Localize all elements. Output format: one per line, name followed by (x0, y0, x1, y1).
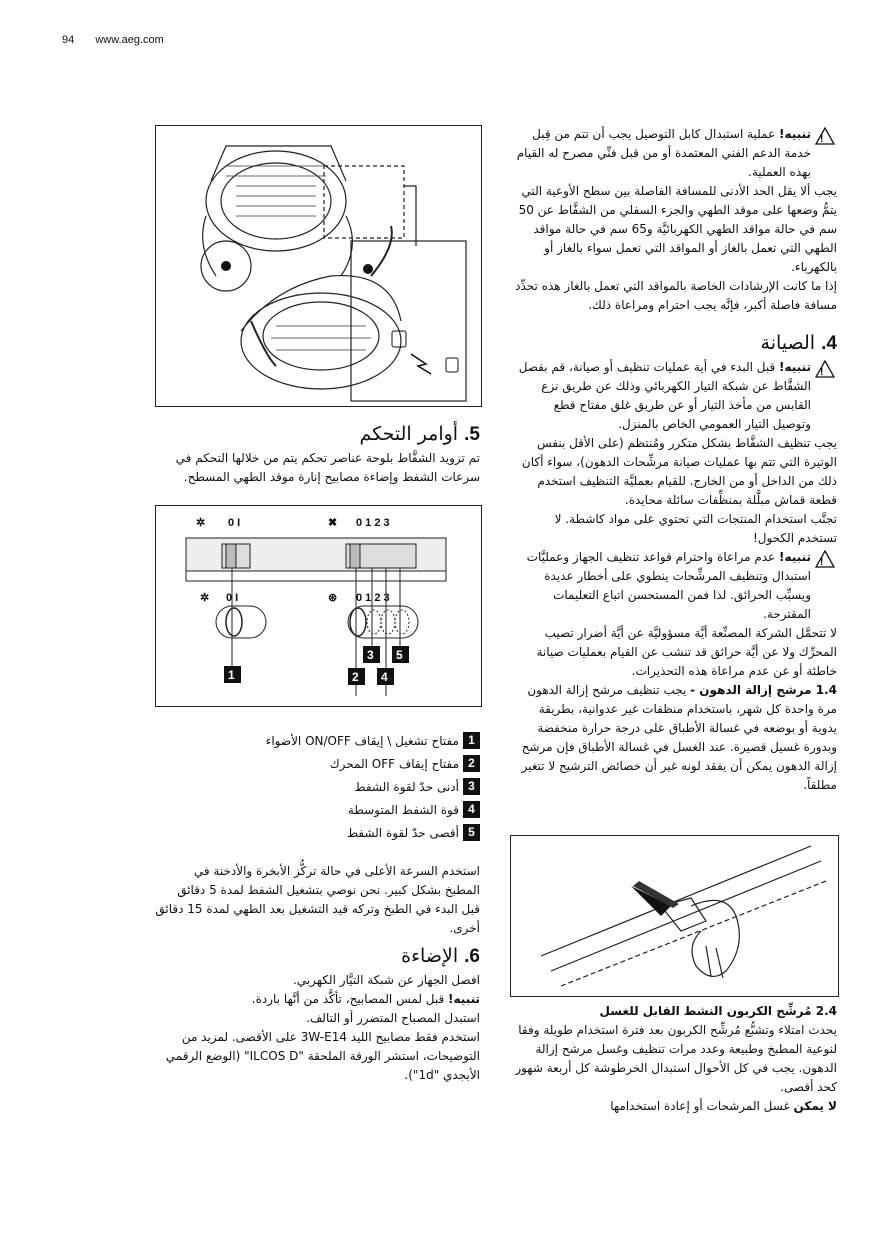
legend-text: أقصى حدّ لقوة الشفط (346, 825, 459, 840)
legend-item (230, 729, 480, 752)
legend-number: 1 (463, 732, 480, 749)
website: www.aeg.com (95, 34, 164, 46)
lamp-warning (155, 990, 480, 1009)
svg-text:!: ! (819, 367, 824, 378)
cable-warning (512, 125, 837, 182)
warning-text: عملية استبدال كابل التوصيل يجب أن تتم من قِبل خدمة الدعم الفني المعتمدة أو من قبل فنِّي مصرح له القيام بهذه العملية. (516, 127, 811, 179)
section4-title: الصيانة (760, 332, 822, 354)
filter-drawing (511, 836, 838, 996)
legend-item (230, 775, 480, 798)
legend-number: 2 (463, 755, 480, 772)
warning-text: قبل لمس المصابيح، تأكَّد من أنَّها باردة. (251, 992, 449, 1006)
section5-title: أوامر التحكم (359, 423, 465, 445)
bulb-paragraph: استخدم فقط مصابيح الليد 3W-E14 على الأقصى. لمزيد من التوضيحات، استشر الورقة الملحقة "ILCOS D" (الوضع الرقمي الأبجدي "1d"). (165, 1030, 480, 1082)
section-controls (155, 420, 480, 487)
callout-2: 2 (352, 670, 359, 684)
note-text: غسل المرشحات أو إعادة استخدامها (610, 1099, 794, 1113)
section6-title: الإضاءة (401, 945, 465, 967)
callout-1: 1 (228, 668, 235, 682)
legend-number: 4 (463, 801, 480, 818)
motor-lamp-drawing (156, 126, 481, 406)
carbon-filter-text: يحدث امتلاء وتشبُّع مُرشِّح الكربون بعد فترة استخدام طويلة وفقا لنوعية المطبخ وطبيعة وعدد مرات تنظيف وغسل مرشح إزالة الدهون. يجب في كل الأحوال استبدال الخرطوشة كل أربعة شهور كحد أقصى. (515, 1023, 837, 1094)
warning-label: تنبيه! (779, 550, 811, 564)
warning-triangle-icon (815, 550, 835, 568)
carbon-filter-note (512, 1097, 837, 1116)
legend-text: مفتاح تشغيل \ إيقاف ON/OFF الأضواء (265, 733, 459, 748)
callout-3: 3 (367, 648, 374, 662)
clean-paragraph: يجب تنظيف الشفَّاط بشكل متكرر ومُنتظم (على الأقل بنفس الوتيرة التي تتم بها عمليات صيانة مرشِّحات الدهون)، سواء أكان ذلك من الداخل أو من الخارج. للقيام بعمليَّة التنظيف استخدم قطعة قماش مبلَّلة بمنظِّفات سائلة محايدة. (521, 436, 837, 507)
warning-triangle-icon (815, 360, 835, 378)
light-icon-top: ✲ (196, 517, 206, 529)
warning-text: عدم مراعاة واحترام قواعد تنظيف الجهاز وعمليَّات استبدال وتنظيف المرشِّحات ينطوي على أخطار عديدة ويسبِّب الحرائق. لذا فمن المستحسن اتباع التعليمات المقترحة. (526, 550, 811, 621)
legend-item (230, 798, 480, 821)
warning-text: قبل البدء في أية عمليات تنظيف أو صيانة، قم بفصل الشفَّاط عن شبكة التيار الكهربائي وذلك عن طريق نزع القابس من مأخذ التيار أو عن طريق غلق مفتاح قطع وتوصيل التيار العمومي الخاص بالمنزل. (518, 360, 811, 431)
page-number: 94 (62, 34, 75, 46)
light-scale-top: 0 I (228, 517, 241, 529)
svg-text:!: ! (819, 557, 824, 568)
subsection-4-2-title: 2.4 مُرشِّح الكربون النشط القابل للغسل (599, 1004, 837, 1018)
section-lighting (155, 862, 480, 1085)
filter-warning (512, 548, 837, 624)
page-header (62, 34, 182, 46)
section4-number: 4. (821, 333, 837, 354)
unplug-paragraph: افصل الجهاز عن شبكة التيَّار الكهربي. (293, 973, 480, 987)
subsection-4-1-label: 1.4 مرشح إزالة الدهون - (690, 683, 837, 697)
legend-text: مفتاح إيقاف OFF المحرك (329, 756, 459, 771)
speed-paragraph: استخدم السرعة الأعلى في حالة تركُّز الأبخرة والأدخنة في المطبخ بشكل كبير. نحن نوصي بتشغيل الشفط لمدة 5 دقائق قبل البدء في الطبخ وتركه قيد التشغيل بعد الطهي لمدة 15 دقائق أخرى. (155, 864, 480, 935)
warning-label: تنبيه! (779, 127, 811, 141)
fan-scale-top: 0 1 2 3 (356, 517, 390, 529)
gas-paragraph: إذا ما كانت الإرشادات الخاصة بالمواقد التي تعمل بالغاز هذه تحدِّد مسافة فاصلة أكبر، فإنَّه يجب احترام ومراعاة ذلك. (515, 279, 837, 312)
svg-text:!: ! (819, 134, 824, 145)
control-panel-drawing (156, 506, 481, 706)
fan-icon-lower: ⊛ (328, 592, 338, 604)
warning-triangle-icon (815, 127, 835, 145)
section6-heading (155, 942, 480, 971)
light-scale-lower: 0 I (226, 592, 239, 604)
legend-number: 5 (463, 824, 480, 841)
legend-text: قوة الشفط المتوسطة (347, 802, 459, 817)
light-icon-lower: ✲ (200, 592, 210, 604)
figure-motor-lamp (155, 125, 482, 407)
warning-label: تنبيه! (448, 992, 480, 1006)
section5-number: 5. (464, 424, 480, 445)
legend-number: 3 (463, 778, 480, 795)
right-column (512, 125, 837, 795)
section4-heading (512, 329, 837, 358)
callout-5: 5 (396, 648, 403, 662)
section5-text: تم تزويد الشفَّاط بلوحة عناصر تحكم يتم من خلالها التحكم في سرعات الشفط وإضاءة مصابيح إنارة موقد الطهي المسطح. (175, 451, 480, 484)
note-bold: لا يمكن (793, 1099, 837, 1113)
subsection-4-1-text: يجب تنظيف مرشح إزالة الدهون مرة واحدة كل شهر، باستخدام منظفات غير عدوانية، بطريقة يدوية أو بوضعه في غسالة الأطباق على درجة حرارة منخفضة وبدورة غسيل قصيرة. عند الغسل في غسالة الأطباق فإن مرشح إزالة الدهون يمكن أن يفقد لونه غير أن خصائص الترشيح لا تتغير مطلقاً. (521, 683, 837, 792)
distance-paragraph: يجب ألا يقل الحد الأدنى للمسافة الفاصلة بين سطح الأوعية التي يتمُّ وضعها على موقد الطهي والجزء السفلي من الشفَّاط عن 50 سم في حالة مواقد الطهي الكهربائيَّة و65 سم في حالة مواقد الطهي التي تعمل بالغاز أو المواقد التي تعمل سواء بالغاز أو بالكهرباء. (518, 184, 837, 274)
legend-item (230, 821, 480, 844)
figure-filter-removal (510, 835, 839, 997)
warning-label: تنبيه! (779, 360, 811, 374)
liability-paragraph: لا تتحمَّل الشركة المصنِّعة أيَّة مسؤوليَّة عن أيَّة أضرار تصيب المحرِّك ولا عن أيَّة حرائق قد تنشب عن القيام بعمليات صيانة خاطئة أو عن عدم مراعاة هذه التحذيرات. (536, 626, 837, 678)
section6-number: 6. (464, 946, 480, 967)
legend-item (230, 752, 480, 775)
callout-4: 4 (381, 670, 388, 684)
grease-filter-paragraph (512, 681, 837, 795)
maintenance-warning (512, 358, 837, 434)
legend-text: أدنى حدّ لقوة الشفط (354, 779, 459, 794)
replace-paragraph: استبدل المصباح المتضرر أو التالف. (306, 1011, 480, 1025)
section5-heading (155, 420, 480, 449)
fan-scale-lower: 0 1 2 3 (356, 592, 390, 604)
carbon-filter-section (512, 1002, 837, 1116)
figure-control-panel (155, 505, 482, 707)
control-legend (230, 729, 480, 844)
avoid-paragraph: تجنَّب استخدام المنتجات التي تحتوي على مواد كاشطة. لا تستخدم الكحول! (554, 512, 837, 545)
fan-icon-top: ✖ (328, 517, 338, 529)
